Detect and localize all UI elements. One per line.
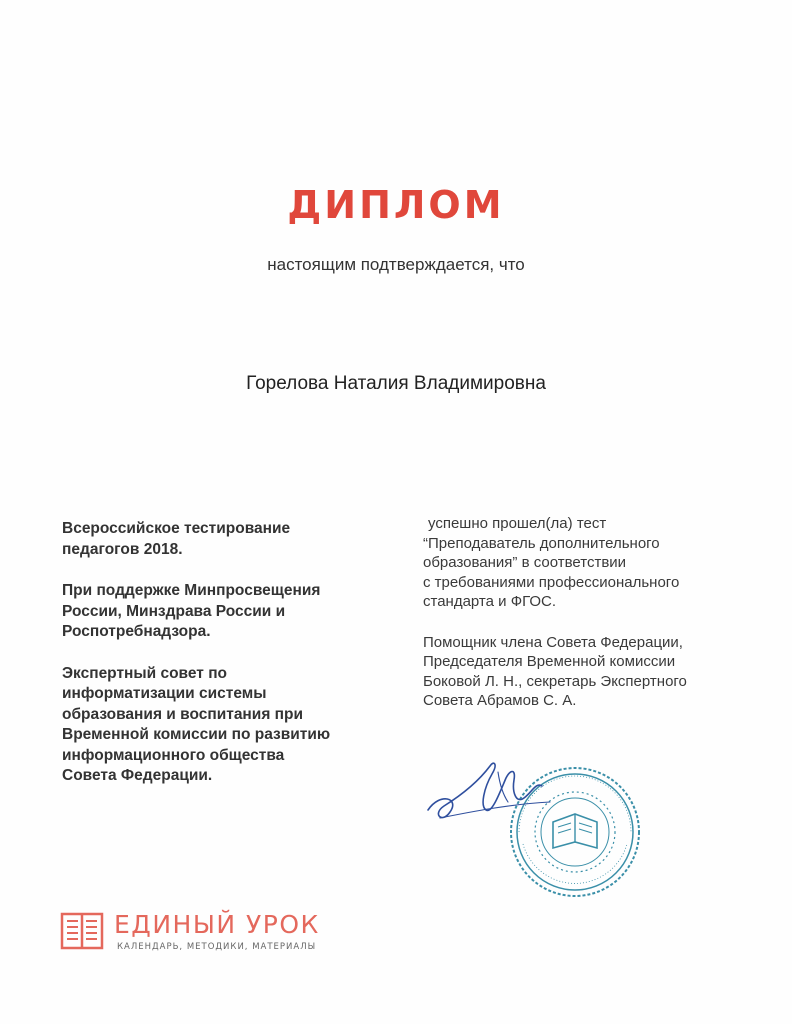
text-line: При поддержке Минпросвещения — [62, 582, 321, 599]
left-paragraph-1 — [62, 519, 397, 560]
text-line: России, Минздрава России и — [62, 602, 286, 620]
logo-title: ЕДИНЫЙ УРОК — [114, 910, 320, 939]
recipient-name: Горелова Наталия Владимировна — [246, 373, 546, 394]
text-line: Роспотребнадзора. — [62, 623, 211, 640]
left-paragraph-2 — [62, 581, 397, 643]
text-line: информационного общества — [62, 746, 285, 764]
text-line: Боковой Л. Н., секретарь Экспертного — [423, 672, 687, 690]
right-paragraph-1 — [423, 514, 763, 612]
left-paragraph-3 — [62, 664, 397, 787]
signature — [420, 752, 570, 832]
text-line: образования” в соответствии — [423, 554, 627, 571]
text-line: информатизации системы — [62, 685, 267, 702]
text-line: педагогов 2018. — [62, 540, 183, 558]
text-line: Всероссийское тестирование — [62, 520, 291, 537]
text-line: Помощник члена Совета Федерации, — [423, 633, 683, 651]
text-line: Совета Абрамов С. А. — [423, 692, 577, 709]
text-line: стандарта и ФГОС. — [423, 593, 557, 610]
text-line: успешно прошел(ла) тест — [428, 515, 607, 532]
diploma-title: ДИПЛОМ — [287, 183, 505, 227]
text-line: Временной комиссии по развитию — [62, 726, 331, 743]
text-line: Совета Федерации. — [62, 767, 213, 784]
book-icon — [60, 910, 104, 950]
left-column — [62, 519, 397, 808]
text-line: Председателя Временной комиссии — [423, 653, 676, 670]
text-line: “Преподаватель дополнительного — [423, 534, 660, 552]
text-line: Экспертный совет по — [62, 664, 228, 682]
right-paragraph-2 — [423, 633, 763, 711]
logo-tagline: КАЛЕНДАРЬ, МЕТОДИКИ, МАТЕРИАЛЫ — [117, 942, 317, 952]
text-line: с требованиями профессионального — [423, 573, 680, 591]
text-line: образования и воспитания при — [62, 705, 304, 723]
right-column — [423, 514, 763, 732]
diploma-subtitle: настоящим подтверждается, что — [267, 255, 525, 274]
